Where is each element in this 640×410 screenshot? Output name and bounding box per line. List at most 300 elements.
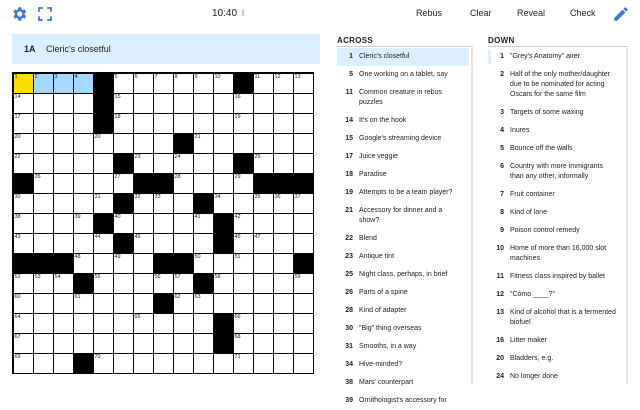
grid-cell[interactable] xyxy=(114,174,133,193)
grid-cell[interactable] xyxy=(134,134,153,153)
black-square xyxy=(54,254,73,273)
down-clue[interactable] xyxy=(488,268,622,286)
across-clue[interactable] xyxy=(337,338,469,356)
grid-cell[interactable] xyxy=(234,94,253,113)
grid-cell[interactable] xyxy=(34,194,53,213)
grid-cell[interactable] xyxy=(14,154,33,173)
grid-cell[interactable] xyxy=(54,234,73,253)
grid-cell[interactable] xyxy=(294,214,313,233)
down-clue[interactable] xyxy=(488,304,622,332)
grid-cell[interactable] xyxy=(234,314,253,333)
grid-cell[interactable] xyxy=(54,134,73,153)
grid-cell[interactable] xyxy=(274,74,293,93)
grid-cell[interactable] xyxy=(74,174,93,193)
grid-cell[interactable] xyxy=(94,294,113,313)
grid-cell[interactable] xyxy=(114,114,133,133)
grid-cell[interactable] xyxy=(154,274,173,293)
grid-cell[interactable] xyxy=(54,274,73,293)
grid-cell[interactable] xyxy=(34,234,53,253)
grid-cell[interactable] xyxy=(74,254,93,273)
pause-icon[interactable]: II xyxy=(241,8,245,18)
grid-cell[interactable] xyxy=(234,114,253,133)
grid-cell[interactable] xyxy=(74,234,93,253)
grid-cell[interactable] xyxy=(294,74,313,93)
cell-number: 66 xyxy=(234,313,241,320)
clue-text: Google's streaming device xyxy=(359,135,442,142)
grid-cell[interactable] xyxy=(54,214,73,233)
grid-cell[interactable] xyxy=(114,94,133,113)
grid-cell[interactable] xyxy=(174,154,193,173)
grid-cell[interactable] xyxy=(94,314,113,333)
cell-number: 62 xyxy=(174,293,181,300)
grid-cell[interactable] xyxy=(214,134,233,153)
grid-cell[interactable] xyxy=(114,314,133,333)
grid-cell[interactable] xyxy=(34,94,53,113)
grid-cell[interactable] xyxy=(214,294,233,313)
grid-cell[interactable] xyxy=(174,74,193,93)
cell-number: 59 xyxy=(294,273,301,280)
grid-cell[interactable] xyxy=(274,214,293,233)
grid-cell[interactable] xyxy=(14,234,33,253)
grid-cell[interactable] xyxy=(174,334,193,353)
across-clue[interactable] xyxy=(337,374,469,392)
across-clue[interactable] xyxy=(337,112,469,130)
crossword-grid[interactable] xyxy=(12,72,314,374)
grid-cell[interactable] xyxy=(174,354,193,373)
grid-cell[interactable] xyxy=(14,74,33,93)
grid-cell[interactable] xyxy=(194,254,213,273)
down-clue[interactable] xyxy=(488,48,622,66)
grid-cell[interactable] xyxy=(54,354,73,373)
grid-cell[interactable] xyxy=(194,94,213,113)
grid-cell[interactable] xyxy=(214,154,233,173)
grid-cell[interactable] xyxy=(194,134,213,153)
grid-cell[interactable] xyxy=(134,94,153,113)
grid-cell[interactable] xyxy=(54,154,73,173)
grid-cell[interactable] xyxy=(214,194,233,213)
grid-cell[interactable] xyxy=(274,114,293,133)
grid-cell[interactable] xyxy=(274,294,293,313)
across-clue[interactable] xyxy=(337,84,469,112)
grid-cell[interactable] xyxy=(194,214,213,233)
grid-cell[interactable] xyxy=(134,114,153,133)
across-clue-list[interactable] xyxy=(337,48,469,404)
down-heading: DOWN xyxy=(488,36,515,45)
across-clue[interactable] xyxy=(337,148,469,166)
grid-cell[interactable] xyxy=(94,174,113,193)
clue-number: 39 xyxy=(345,397,353,404)
cell-number: 17 xyxy=(14,113,21,120)
grid-cell[interactable] xyxy=(234,274,253,293)
grid-cell[interactable] xyxy=(214,354,233,373)
grid-cell[interactable] xyxy=(154,234,173,253)
grid-cell[interactable] xyxy=(94,194,113,213)
cell-number: 54 xyxy=(54,273,61,280)
grid-cell[interactable] xyxy=(54,314,73,333)
cell-number: 21 xyxy=(194,133,201,140)
grid-cell[interactable] xyxy=(94,234,113,253)
grid-cell[interactable] xyxy=(214,74,233,93)
grid-cell[interactable] xyxy=(214,274,233,293)
grid-cell[interactable] xyxy=(14,134,33,153)
grid-cell[interactable] xyxy=(14,354,33,373)
clue-number: 26 xyxy=(345,289,353,296)
cell-number: 35 xyxy=(254,193,261,200)
clue-text: Kind of alcohol that is a fermented biofuel xyxy=(510,309,616,326)
grid-cell[interactable] xyxy=(294,334,313,353)
down-clue[interactable] xyxy=(488,350,622,368)
grid-cell[interactable] xyxy=(174,114,193,133)
grid-cell[interactable] xyxy=(234,194,253,213)
grid-cell[interactable] xyxy=(234,294,253,313)
cell-number: 24 xyxy=(174,153,181,160)
grid-cell[interactable] xyxy=(194,234,213,253)
grid-cell[interactable] xyxy=(274,274,293,293)
grid-cell[interactable] xyxy=(154,194,173,213)
grid-cell[interactable] xyxy=(194,74,213,93)
across-clue[interactable] xyxy=(337,184,469,202)
grid-cell[interactable] xyxy=(214,254,233,273)
grid-cell[interactable] xyxy=(54,114,73,133)
across-clue[interactable] xyxy=(337,356,469,374)
reveal-button[interactable]: Reveal xyxy=(517,8,546,18)
grid-cell[interactable] xyxy=(74,334,93,353)
grid-cell[interactable] xyxy=(94,154,113,173)
black-square xyxy=(14,174,33,193)
grid-cell[interactable] xyxy=(234,174,253,193)
grid-cell[interactable] xyxy=(154,154,173,173)
grid-cell[interactable] xyxy=(274,154,293,173)
grid-cell[interactable] xyxy=(54,334,73,353)
grid-cell[interactable] xyxy=(294,194,313,213)
grid-cell[interactable] xyxy=(134,154,153,173)
grid-cell[interactable] xyxy=(234,334,253,353)
grid-cell[interactable] xyxy=(194,114,213,133)
grid-cell[interactable] xyxy=(94,134,113,153)
grid-cell[interactable] xyxy=(214,174,233,193)
grid-cell[interactable] xyxy=(114,294,133,313)
grid-cell[interactable] xyxy=(114,334,133,353)
down-clue[interactable] xyxy=(488,140,622,158)
pencil-icon[interactable] xyxy=(612,5,630,23)
grid-cell[interactable] xyxy=(194,334,213,353)
grid-cell[interactable] xyxy=(14,214,33,233)
grid-cell[interactable] xyxy=(34,74,53,93)
grid-cell[interactable] xyxy=(54,294,73,313)
grid-cell[interactable] xyxy=(154,94,173,113)
cell-number: 53 xyxy=(34,273,41,280)
grid-cell[interactable] xyxy=(74,114,93,133)
cell-number: 20 xyxy=(94,133,101,140)
grid-cell[interactable] xyxy=(74,214,93,233)
grid-cell[interactable] xyxy=(234,214,253,233)
down-clue[interactable] xyxy=(488,332,622,350)
grid-cell[interactable] xyxy=(174,214,193,233)
grid-cell[interactable] xyxy=(194,314,213,333)
grid-cell[interactable] xyxy=(254,334,273,353)
grid-cell[interactable] xyxy=(214,94,233,113)
cell-number: 46 xyxy=(234,233,241,240)
down-clue[interactable] xyxy=(488,222,622,240)
down-clue[interactable] xyxy=(488,186,622,204)
grid-cell[interactable] xyxy=(254,354,273,373)
across-clue[interactable] xyxy=(337,248,469,266)
grid-cell[interactable] xyxy=(274,254,293,273)
down-clue[interactable] xyxy=(488,122,622,140)
across-clue[interactable] xyxy=(337,230,469,248)
grid-cell[interactable] xyxy=(154,354,173,373)
grid-cell[interactable] xyxy=(254,214,273,233)
grid-cell[interactable] xyxy=(134,354,153,373)
black-square xyxy=(94,214,113,233)
cell-number: 13 xyxy=(294,73,301,80)
grid-cell[interactable] xyxy=(34,174,53,193)
down-clue[interactable] xyxy=(488,204,622,222)
grid-cell[interactable] xyxy=(34,314,53,333)
grid-cell[interactable] xyxy=(294,94,313,113)
rebus-button[interactable]: Rebus xyxy=(416,8,443,18)
down-clue[interactable] xyxy=(488,66,622,104)
current-clue-text: Cleric's closetful xyxy=(46,44,111,54)
grid-cell[interactable] xyxy=(134,274,153,293)
down-clue[interactable] xyxy=(488,158,622,186)
grid-cell[interactable] xyxy=(14,274,33,293)
down-clue[interactable] xyxy=(488,240,622,268)
grid-cell[interactable] xyxy=(194,174,213,193)
grid-cell[interactable] xyxy=(94,254,113,273)
black-square xyxy=(234,154,253,173)
grid-cell[interactable] xyxy=(174,234,193,253)
cell-number: 9 xyxy=(194,73,198,80)
across-clue[interactable] xyxy=(337,48,469,66)
grid-cell[interactable] xyxy=(274,134,293,153)
clue-number: 12 xyxy=(496,291,504,298)
grid-cell[interactable] xyxy=(34,294,53,313)
grid-cell[interactable] xyxy=(114,74,133,93)
across-scrollbar[interactable] xyxy=(471,48,473,384)
clue-text: Home of more than 16,000 slot machines xyxy=(510,245,607,262)
grid-cell[interactable] xyxy=(54,194,73,213)
grid-cell[interactable] xyxy=(274,94,293,113)
clue-text: Inures xyxy=(510,127,530,134)
grid-cell[interactable] xyxy=(274,314,293,333)
down-clue[interactable] xyxy=(488,286,622,304)
grid-cell[interactable] xyxy=(94,274,113,293)
cell-number: 30 xyxy=(14,193,21,200)
across-clue[interactable] xyxy=(337,320,469,338)
grid-cell[interactable] xyxy=(134,314,153,333)
grid-cell[interactable] xyxy=(134,254,153,273)
grid-cell[interactable] xyxy=(214,114,233,133)
fullscreen-icon[interactable] xyxy=(36,5,54,23)
grid-cell[interactable] xyxy=(14,194,33,213)
grid-cell[interactable] xyxy=(174,274,193,293)
grid-cell[interactable] xyxy=(114,354,133,373)
grid-cell[interactable] xyxy=(254,194,273,213)
grid-cell[interactable] xyxy=(154,314,173,333)
cell-number: 16 xyxy=(234,93,241,100)
clue-text: Paradise xyxy=(359,171,387,178)
grid-cell[interactable] xyxy=(294,134,313,153)
cell-number: 50 xyxy=(194,253,201,260)
across-clue[interactable] xyxy=(337,66,469,84)
black-square xyxy=(214,314,233,333)
grid-cell[interactable] xyxy=(134,194,153,213)
grid-cell[interactable] xyxy=(74,74,93,93)
grid-cell[interactable] xyxy=(74,154,93,173)
clue-text: Smooths, in a way xyxy=(359,343,417,350)
grid-cell[interactable] xyxy=(34,334,53,353)
cell-number: 37 xyxy=(294,193,301,200)
cell-number: 43 xyxy=(14,233,21,240)
across-clue[interactable] xyxy=(337,284,469,302)
grid-cell[interactable] xyxy=(234,354,253,373)
gear-icon[interactable] xyxy=(10,5,28,23)
cell-number: 38 xyxy=(14,213,21,220)
grid-cell[interactable] xyxy=(34,134,53,153)
grid-cell[interactable] xyxy=(234,134,253,153)
grid-cell[interactable] xyxy=(254,274,273,293)
grid-cell[interactable] xyxy=(294,294,313,313)
grid-cell[interactable] xyxy=(34,274,53,293)
grid-cell[interactable] xyxy=(34,114,53,133)
clue-number: 4 xyxy=(500,127,504,134)
grid-cell[interactable] xyxy=(254,154,273,173)
cell-number: 4 xyxy=(74,73,78,80)
grid-cell[interactable] xyxy=(14,114,33,133)
grid-cell[interactable] xyxy=(34,214,53,233)
black-square xyxy=(154,254,173,273)
check-button[interactable]: Check xyxy=(570,8,596,18)
cell-number: 12 xyxy=(274,73,281,80)
grid-cell[interactable] xyxy=(274,334,293,353)
clue-text: Bounce off the walls xyxy=(510,145,573,152)
grid-cell[interactable] xyxy=(134,294,153,313)
grid-cell[interactable] xyxy=(174,174,193,193)
grid-cell[interactable] xyxy=(74,294,93,313)
grid-cell[interactable] xyxy=(174,314,193,333)
grid-cell[interactable] xyxy=(74,94,93,113)
grid-cell[interactable] xyxy=(134,214,153,233)
grid-cell[interactable] xyxy=(294,314,313,333)
across-clue[interactable] xyxy=(337,302,469,320)
down-scrollbar[interactable] xyxy=(626,48,628,384)
grid-cell[interactable] xyxy=(94,354,113,373)
grid-cell[interactable] xyxy=(94,334,113,353)
cell-number: 23 xyxy=(134,153,141,160)
grid-cell[interactable] xyxy=(74,194,93,213)
down-clue[interactable] xyxy=(488,368,622,386)
grid-cell[interactable] xyxy=(254,134,273,153)
grid-cell[interactable] xyxy=(254,234,273,253)
grid-cell[interactable] xyxy=(254,74,273,93)
grid-cell[interactable] xyxy=(174,294,193,313)
grid-cell[interactable] xyxy=(154,214,173,233)
grid-cell[interactable] xyxy=(294,114,313,133)
grid-cell[interactable] xyxy=(134,74,153,93)
grid-cell[interactable] xyxy=(154,134,173,153)
grid-cell[interactable] xyxy=(254,254,273,273)
current-clue-number: 1A xyxy=(24,44,36,54)
across-clue[interactable] xyxy=(337,130,469,148)
grid-cell[interactable] xyxy=(14,334,33,353)
down-clue-list[interactable] xyxy=(488,48,622,384)
grid-cell[interactable] xyxy=(294,354,313,373)
grid-cell[interactable] xyxy=(234,234,253,253)
grid-cell[interactable] xyxy=(14,94,33,113)
grid-cell[interactable] xyxy=(114,254,133,273)
grid-cell[interactable] xyxy=(114,214,133,233)
grid-cell[interactable] xyxy=(294,154,313,173)
grid-cell[interactable] xyxy=(194,154,213,173)
black-square xyxy=(194,194,213,213)
clue-number: 18 xyxy=(345,171,353,178)
clue-text: Parts of a spine xyxy=(359,289,408,296)
grid-cell[interactable] xyxy=(154,334,173,353)
black-square xyxy=(294,254,313,273)
clue-number: 5 xyxy=(349,71,353,78)
clue-number: 3 xyxy=(500,109,504,116)
grid-cell[interactable] xyxy=(54,174,73,193)
cell-number: 40 xyxy=(114,213,121,220)
grid-cell[interactable] xyxy=(194,294,213,313)
down-clue[interactable] xyxy=(488,104,622,122)
grid-cell[interactable] xyxy=(114,134,133,153)
grid-cell[interactable] xyxy=(294,274,313,293)
cell-number: 47 xyxy=(254,233,261,240)
grid-cell[interactable] xyxy=(274,354,293,373)
grid-cell[interactable] xyxy=(254,94,273,113)
cell-number: 68 xyxy=(234,333,241,340)
grid-cell[interactable] xyxy=(234,254,253,273)
grid-cell[interactable] xyxy=(54,74,73,93)
grid-cell[interactable] xyxy=(34,154,53,173)
grid-cell[interactable] xyxy=(194,354,213,373)
grid-cell[interactable] xyxy=(134,334,153,353)
grid-cell[interactable] xyxy=(274,194,293,213)
grid-cell[interactable] xyxy=(14,294,33,313)
grid-cell[interactable] xyxy=(274,234,293,253)
clue-text: Antique tint xyxy=(359,253,395,260)
grid-cell[interactable] xyxy=(74,134,93,153)
clue-number: 28 xyxy=(345,307,353,314)
across-clue[interactable] xyxy=(337,166,469,184)
grid-cell[interactable] xyxy=(34,354,53,373)
grid-cell[interactable] xyxy=(294,234,313,253)
grid-cell[interactable] xyxy=(154,114,173,133)
grid-cell[interactable] xyxy=(74,314,93,333)
grid-cell[interactable] xyxy=(114,274,133,293)
black-square xyxy=(234,74,253,93)
grid-cell[interactable] xyxy=(254,314,273,333)
grid-cell[interactable] xyxy=(174,94,193,113)
cell-number: 22 xyxy=(14,153,21,160)
clear-button[interactable]: Clear xyxy=(470,8,492,18)
grid-cell[interactable] xyxy=(14,314,33,333)
across-clue[interactable] xyxy=(337,392,469,410)
grid-cell[interactable] xyxy=(134,234,153,253)
cell-number: 52 xyxy=(14,273,21,280)
clue-number: 34 xyxy=(345,361,353,368)
grid-cell[interactable] xyxy=(54,94,73,113)
across-clue[interactable] xyxy=(337,202,469,230)
grid-cell[interactable] xyxy=(254,114,273,133)
grid-cell[interactable] xyxy=(174,194,193,213)
grid-cell[interactable] xyxy=(154,74,173,93)
across-clue[interactable] xyxy=(337,266,469,284)
grid-cell[interactable] xyxy=(254,294,273,313)
clue-text: Country with more immigrants than any other, informally xyxy=(510,163,603,180)
